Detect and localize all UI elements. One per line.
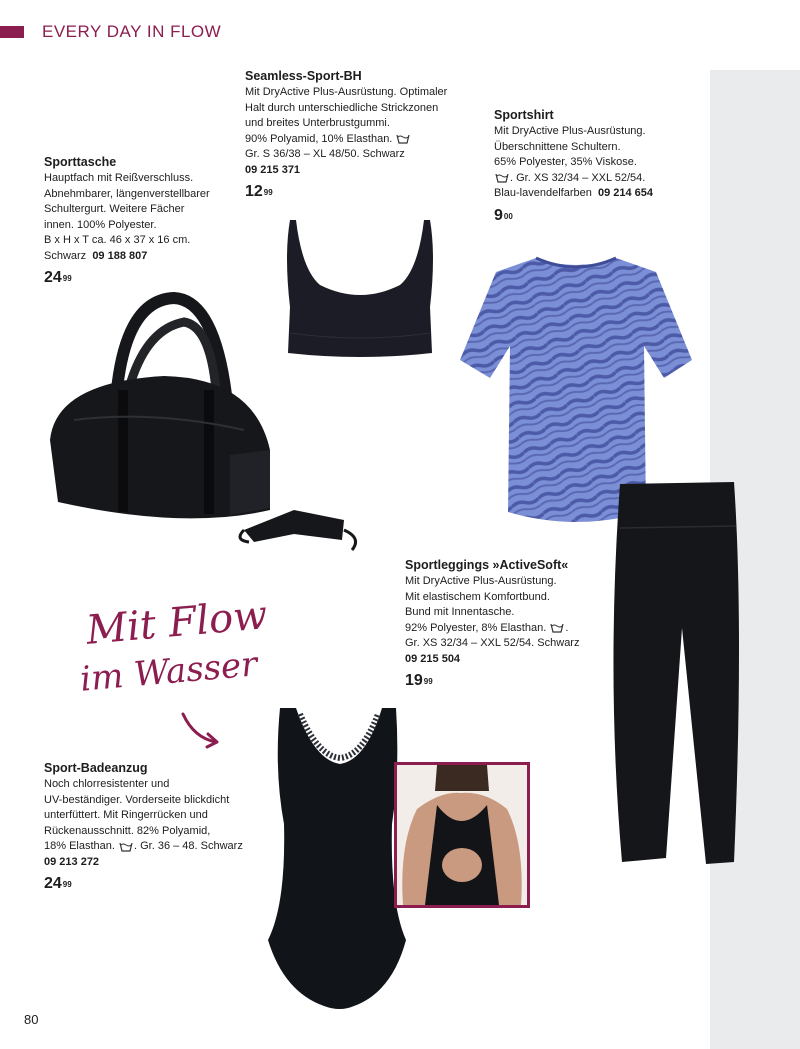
product-desc-line: Noch chlorresistenter und [44,778,170,790]
curved-arrow-icon [180,710,225,750]
product-material: 18% Elasthan. [44,840,115,852]
product-sizes: . Gr. 36 – 48. Schwarz [134,840,243,852]
product-color: Schwarz [44,249,87,262]
product-desc-line: Bund mit Innentasche. [405,606,515,618]
header-accent-bar [0,26,24,38]
product-title: Sportleggings »ActiveSoft« [405,558,569,572]
swimsuit-back-photo [394,762,530,908]
product-leggings-text: Sportleggings »ActiveSoft« Mit DryActive Plus-Ausrüstung. Mit elastischem Komfortbund. Bund mit Innentasche. 92% Polyester, 8% Elasthan. . Gr. XS 32/34 – XXL 52/54. Schwarz 09 215 504 $19^{99}$ [405,558,580,689]
page-number: 80 [24,1012,39,1027]
product-desc-line: Mit elastischem Komfortbund. [405,590,550,603]
wash-icon [550,622,564,633]
product-desc-line: 65% Polyester, 35% Viskose. [494,156,637,168]
product-desc-line: Mit DryActive Plus-Ausrüstung. Optimaler [245,86,448,98]
wash-icon [396,133,410,144]
price: $24^{99}$ [44,875,72,892]
script-heading-line1: Mit Flow [84,592,270,654]
page-title: EVERY DAY IN FLOW [42,22,222,41]
model-back-image [397,765,527,905]
sport-swimsuit-image [262,704,412,1016]
price: $19^{99}$ [405,672,433,689]
sports-bag-image [44,290,374,560]
article-number: 09 214 654 [597,187,654,199]
article-number: 09 188 807 [92,249,148,262]
product-sizes: Gr. XS 32/34 – XXL 52/54. Schwarz [405,637,580,649]
product-desc-line: Überschnittene Schultern. [494,140,621,153]
product-desc-line: Mit DryActive Plus-Ausrüstung. [405,575,557,587]
price: $24^{99}$ [44,269,72,286]
product-sports-bra-text [245,68,447,202]
article-number: 09 215 504 [405,652,461,665]
product-desc-line: unterfüttert. Mit Ringerrücken und [44,809,208,821]
product-desc-line: Halt durch unterschiedliche Strickzonen [245,101,439,114]
sports-leggings-image [606,478,746,868]
product-desc-line: Mit DryActive Plus-Ausrüstung. [494,125,646,137]
product-desc-line: Abnehmbarer, längenverstellbarer [44,187,210,200]
product-desc-line: UV-beständiger. Vorderseite blickdicht [44,793,230,806]
product-title: Sporttasche [44,155,117,169]
product-desc-line: Schultergurt. Weitere Fächer [44,203,185,215]
price: $12^{99}$ [245,183,273,200]
price: $9^{00}$ [494,206,513,224]
product-material: 90% Polyamid, 10% Elasthan. [245,132,393,145]
product-desc-line: innen. 100% Polyester. [44,218,157,231]
product-desc-line: und breites Unterbrustgummi. [245,117,390,129]
product-desc-line: Hauptfach mit Reißverschluss. [44,172,194,184]
article-number: 09 215 371 [245,163,301,176]
product-sizes: Gr. S 36/38 – XL 48/50. Schwarz [245,148,405,160]
wash-icon [495,172,509,183]
product-title: Seamless-Sport-BH [245,69,362,83]
product-color: Blau-lavendelfarben [494,187,592,199]
product-material: 92% Polyester, 8% Elasthan. [405,621,547,634]
product-sports-shirt-text [494,107,653,226]
wash-icon [119,841,133,852]
product-title: Sportshirt [494,108,554,122]
script-heading-line2: im Wasser [78,644,259,700]
product-desc-line: Rückenausschnitt. 82% Polyamid, [44,824,211,837]
product-sports-bag-text [44,154,210,288]
product-desc-line: B x H x T ca. 46 x 37 x 16 cm. [44,234,191,246]
product-swimsuit-text [44,760,243,894]
product-title: Sport-Badeanzug [44,761,148,775]
article-number: 09 213 272 [44,855,100,868]
product-sizes: . Gr. XS 32/34 – XXL 52/54. [510,171,646,184]
